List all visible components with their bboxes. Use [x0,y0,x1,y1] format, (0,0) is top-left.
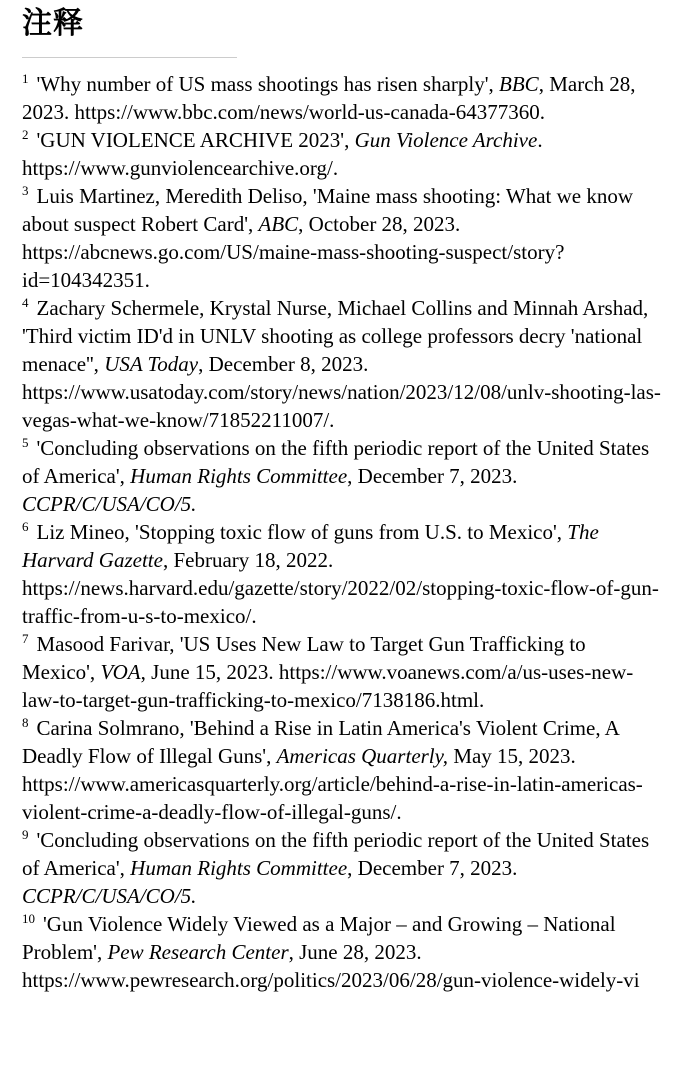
footnote-text: Masood Farivar, 'US Uses New Law to Target Gun Trafficking to Mexico', [22,632,586,684]
footnote-text: 'Concluding observations on the fifth periodic report of the United States of America', [22,436,650,488]
footnote-text: Zachary Schermele, Krystal Nurse, Michael Collins and Minnah Arshad, 'Third victim ID'd in UNLV shooting as college professors decry 'national menace'', [22,296,649,376]
footnote-text: , February 18, 2022. https://news.harvard.edu/gazette/story/2022/02/stopping-toxic-flow-of-gun-traffic-from-u-s-to-mexico/. [22,548,659,628]
source-name: VOA [100,660,141,684]
footnote-number: 7 [22,631,29,646]
source-name: CCPR/C/USA/CO/5. [22,884,197,908]
footnote-number: 1 [22,71,29,86]
footnote [22,714,662,826]
page-title: 注释 [22,7,84,40]
footnotes-list [22,70,662,994]
footnote-text: , June 15, 2023. https://www.voanews.com/a/us-uses-new-law-to-target-gun-trafficking-to-mexico/7138186.html. [22,660,634,712]
footnote-text: 'Gun Violence Widely Viewed as a Major – and Growing – National Problem', [22,912,616,964]
source-name: The Harvard Gazette [22,520,599,572]
footnote-number: 4 [22,295,29,310]
footnote [22,826,662,910]
footnote-text: , December 8, 2023. https://www.usatoday.com/story/news/nation/2023/12/08/unlv-shooting-las-vegas-what-we-know/71852211007/. [22,352,661,432]
footnote-text: 'Concluding observations on the fifth periodic report of the United States of America', [22,828,650,880]
footnote-text: 'GUN VIOLENCE ARCHIVE 2023', [36,128,355,152]
footnote-text: , December 7, 2023. [347,464,518,488]
footnote [22,126,662,182]
source-name: ABC [258,212,299,236]
source-name: Gun Violence Archive [354,128,538,152]
footnote [22,910,662,994]
footnote-number: 9 [22,827,29,842]
footnote-number: 3 [22,183,29,198]
source-name: CCPR/C/USA/CO/5. [22,492,197,516]
footnote-text: , October 28, 2023. https://abcnews.go.com/US/maine-mass-shooting-suspect/story?id=104342351. [22,212,565,292]
footnote-text: Liz Mineo, 'Stopping toxic flow of guns from U.S. to Mexico', [36,520,568,544]
footnote [22,294,662,434]
title-divider [22,57,237,58]
footnote-number: 6 [22,519,29,534]
footnote-text: Luis Martinez, Meredith Deliso, 'Maine mass shooting: What we know about suspect Robert Card', [22,184,634,236]
source-name: USA Today [104,352,199,376]
footnote [22,70,662,126]
footnote-text: Carina Solmrano, 'Behind a Rise in Latin America's Violent Crime, A Deadly Flow of Illegal Guns', [22,716,619,768]
footnote-text: , December 7, 2023. [347,856,518,880]
footnote-text: . https://www.gunviolencearchive.org/. [22,128,543,180]
footnote [22,518,662,630]
footnote-text: 'Why number of US mass shootings has risen sharply', [36,72,500,96]
source-name: BBC [499,72,539,96]
source-name: Human Rights Committee [130,464,348,488]
footnote-number: 5 [22,435,29,450]
footnote-text: , June 28, 2023. https://www.pewresearch.org/politics/2023/06/28/gun-violence-widely-vi [22,940,640,992]
footnote [22,182,662,294]
footnote-number: 8 [22,715,29,730]
footnote-text: , March 28, 2023. https://www.bbc.com/news/world-us-canada-64377360. [22,72,636,124]
footnote-number: 10 [22,911,35,926]
source-name: Human Rights Committee [130,856,348,880]
footnote-number: 2 [22,127,29,142]
footnote [22,434,662,518]
source-name: Pew Research Center [107,940,289,964]
source-name: Americas Quarterly, [276,744,449,768]
footnote [22,630,662,714]
footnote-text: May 15, 2023. https://www.americasquarterly.org/article/behind-a-rise-in-latin-americas-violent-crime-a-deadly-flow-of-illegal-guns/. [22,744,643,824]
